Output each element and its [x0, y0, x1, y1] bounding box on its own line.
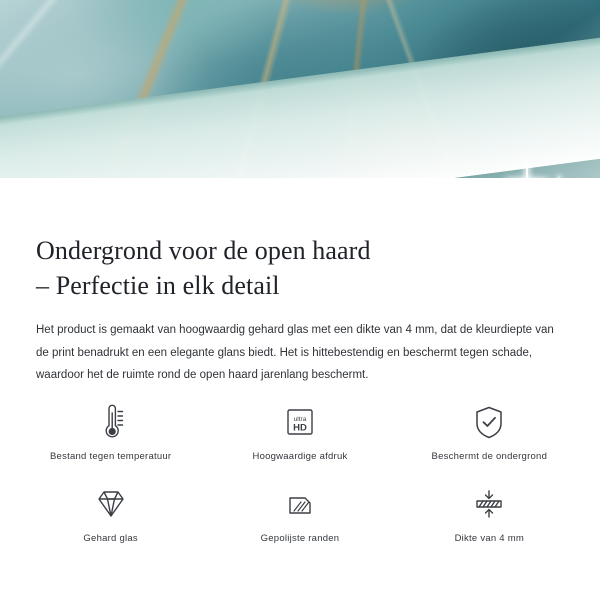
feature-item-polished-edges: [205, 482, 394, 564]
thickness-arrows-icon: [468, 482, 510, 526]
svg-text:ultra: ultra: [293, 416, 307, 423]
feature-label: Bestand tegen temperatuur: [49, 451, 172, 462]
text-content: [0, 218, 600, 386]
feature-label: Beschermt de ondergrond: [431, 451, 548, 462]
feature-item-temperature: [16, 400, 205, 482]
feature-label: Hoogwaardige afdruk: [252, 451, 348, 462]
hero-image: [0, 0, 600, 218]
page-title: [0, 218, 600, 303]
ultra-hd-icon: [280, 400, 320, 444]
feature-grid: [0, 400, 600, 564]
feature-item-print-quality: [205, 400, 394, 482]
shield-check-icon: [469, 400, 509, 444]
page-title-line1: Ondergrond voor de open haard: [36, 236, 371, 265]
polished-edges-icon: [280, 482, 320, 526]
page-title-line2: – Perfectie in elk detail: [36, 270, 280, 300]
hero-bottom-fade: [0, 178, 600, 218]
svg-text:HD: HD: [293, 422, 307, 434]
feature-item-surface-protection: [395, 400, 584, 482]
feature-label: Gehard glas: [83, 533, 138, 544]
thermometer-icon: [92, 400, 130, 444]
product-description: Het product is gemaakt van hoogwaardig gehard glas met een dikte van 4 mm, dat de kleurdiepte van de print benadrukt en een elegante glans biedt. Het is hittebestendig en beschermt tegen schade, waardoor het de ruimte rond de open haard jarenlang beschermt.: [36, 324, 554, 381]
feature-label: Gepolijste randen: [260, 533, 340, 544]
feature-item-thickness: [395, 482, 584, 564]
feature-label: Dikte van 4 mm: [454, 533, 525, 544]
feature-item-tempered-glass: [16, 482, 205, 564]
diamond-icon: [90, 482, 132, 526]
